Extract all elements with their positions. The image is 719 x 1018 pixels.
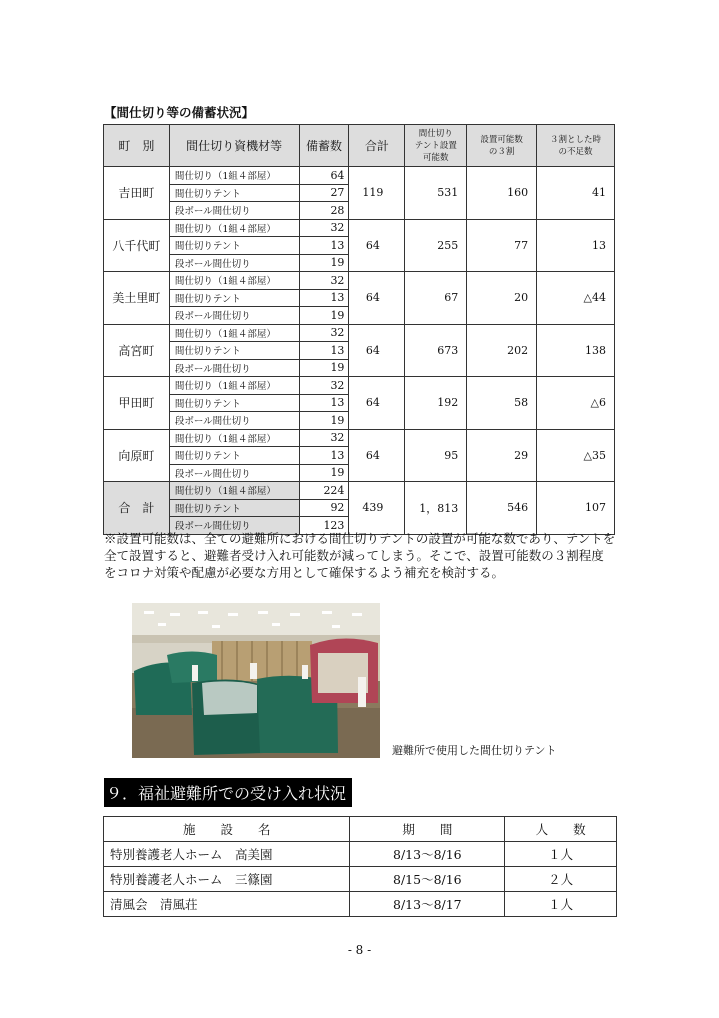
item-name: 間仕切りテント bbox=[169, 447, 299, 465]
capacity-value: 255 bbox=[405, 219, 467, 272]
item-quantity: 13 bbox=[299, 394, 349, 412]
capacity-value: 67 bbox=[405, 272, 467, 325]
shortage-value: 13 bbox=[537, 219, 615, 272]
total-value: 64 bbox=[349, 429, 405, 482]
shortage-value: 107 bbox=[537, 482, 615, 535]
total-value: 64 bbox=[349, 377, 405, 430]
item-quantity: 32 bbox=[299, 219, 349, 237]
item-quantity: 224 bbox=[299, 482, 349, 500]
table-row bbox=[104, 892, 617, 917]
town-name: 八千代町 bbox=[104, 219, 170, 272]
item-quantity: 64 bbox=[299, 167, 349, 185]
town-name: 向原町 bbox=[104, 429, 170, 482]
item-quantity: 19 bbox=[299, 412, 349, 430]
table-row bbox=[104, 324, 615, 342]
item-name: 間仕切りテント bbox=[169, 237, 299, 255]
installable-value: 202 bbox=[467, 324, 537, 377]
town-name: 吉田町 bbox=[104, 167, 170, 220]
item-name: 間仕切り（1組４部屋） bbox=[169, 272, 299, 290]
installable-value: 77 bbox=[467, 219, 537, 272]
installable-value: 29 bbox=[467, 429, 537, 482]
capacity-value: 192 bbox=[405, 377, 467, 430]
section-title-partition-stock: 【間仕切り等の備蓄状況】 bbox=[104, 105, 255, 120]
header-capacity-line: 可能数 bbox=[423, 152, 449, 163]
item-name: 段ボール間仕切り bbox=[169, 359, 299, 377]
shortage-value: △6 bbox=[537, 377, 615, 430]
town-name: 甲田町 bbox=[104, 377, 170, 430]
item-quantity: 13 bbox=[299, 447, 349, 465]
item-name: 間仕切り（1組４部屋） bbox=[169, 219, 299, 237]
header-stock: 備蓄数 bbox=[299, 125, 349, 167]
header-capacity bbox=[405, 125, 467, 167]
partition-tent-photo bbox=[132, 603, 380, 758]
item-quantity: 19 bbox=[299, 307, 349, 325]
partition-tent-photo-illustration bbox=[132, 603, 380, 758]
header-people: 人 数 bbox=[505, 817, 617, 842]
item-name: 段ボール間仕切り bbox=[169, 254, 299, 272]
installable-value: 58 bbox=[467, 377, 537, 430]
item-quantity: 28 bbox=[299, 202, 349, 220]
total-value: 64 bbox=[349, 324, 405, 377]
shortage-value: △35 bbox=[537, 429, 615, 482]
header-shortage-line: の不足数 bbox=[558, 146, 593, 157]
table-row bbox=[104, 167, 615, 185]
town-name: 美土里町 bbox=[104, 272, 170, 325]
photo-caption: 避難所で使用した間仕切りテント bbox=[392, 744, 557, 757]
table-row bbox=[104, 272, 615, 290]
item-name: 段ボール間仕切り bbox=[169, 412, 299, 430]
item-quantity: 32 bbox=[299, 272, 349, 290]
period-value: 8/13～8/17 bbox=[350, 892, 505, 917]
table-row bbox=[104, 219, 615, 237]
item-quantity: 92 bbox=[299, 499, 349, 517]
shortage-value: 138 bbox=[537, 324, 615, 377]
town-name: 高宮町 bbox=[104, 324, 170, 377]
total-value: 64 bbox=[349, 219, 405, 272]
item-name: 間仕切り（1組４部屋） bbox=[169, 324, 299, 342]
facility-name: 清風会 清風荘 bbox=[104, 892, 350, 917]
people-count: ２人 bbox=[505, 867, 617, 892]
table-row bbox=[104, 377, 615, 395]
item-name: 間仕切りテント bbox=[169, 289, 299, 307]
total-value: 439 bbox=[349, 482, 405, 535]
capacity-value: 673 bbox=[405, 324, 467, 377]
table-row bbox=[104, 429, 615, 447]
shortage-value: △44 bbox=[537, 272, 615, 325]
header-facility: 施 設 名 bbox=[104, 817, 350, 842]
people-count: １人 bbox=[505, 842, 617, 867]
shortage-value: 41 bbox=[537, 167, 615, 220]
item-name: 間仕切り（1組４部屋） bbox=[169, 377, 299, 395]
facility-name: 特別養護老人ホーム 三篠園 bbox=[104, 867, 350, 892]
facility-name: 特別養護老人ホーム 高美園 bbox=[104, 842, 350, 867]
item-name: 段ボール間仕切り bbox=[169, 307, 299, 325]
town-name: 合 計 bbox=[104, 482, 170, 535]
installable-value: 546 bbox=[467, 482, 537, 535]
table-header-row bbox=[104, 817, 617, 842]
item-quantity: 32 bbox=[299, 324, 349, 342]
period-value: 8/15～8/16 bbox=[350, 867, 505, 892]
table-row bbox=[104, 867, 617, 892]
capacity-value: 531 bbox=[405, 167, 467, 220]
header-item: 間仕切り資機材等 bbox=[169, 125, 299, 167]
header-capacity-line: テント設置 bbox=[414, 140, 457, 151]
header-shortage bbox=[537, 125, 615, 167]
item-name: 間仕切りテント bbox=[169, 342, 299, 360]
item-quantity: 13 bbox=[299, 237, 349, 255]
period-value: 8/13～8/16 bbox=[350, 842, 505, 867]
section-title-welfare-shelter: ９．福祉避難所での受け入れ状況 bbox=[104, 778, 352, 807]
header-town: 町 別 bbox=[104, 125, 170, 167]
installable-value: 20 bbox=[467, 272, 537, 325]
capacity-value: 95 bbox=[405, 429, 467, 482]
item-quantity: 13 bbox=[299, 289, 349, 307]
header-installable-line: の３割 bbox=[488, 146, 515, 157]
header-period: 期 間 bbox=[350, 817, 505, 842]
item-name: 段ボール間仕切り bbox=[169, 464, 299, 482]
header-installable-line: 設置可能数 bbox=[480, 134, 523, 145]
partition-stock-table bbox=[103, 124, 615, 535]
item-name: 間仕切り（1組４部屋） bbox=[169, 482, 299, 500]
capacity-value: 1，813 bbox=[405, 482, 467, 535]
table-row bbox=[104, 482, 615, 500]
installable-value: 160 bbox=[467, 167, 537, 220]
header-total: 合計 bbox=[349, 125, 405, 167]
header-shortage-line: ３割とした時 bbox=[550, 134, 602, 145]
total-value: 119 bbox=[349, 167, 405, 220]
table-header-row bbox=[104, 125, 615, 167]
item-name: 間仕切り（1組４部屋） bbox=[169, 429, 299, 447]
item-name: 段ボール間仕切り bbox=[169, 202, 299, 220]
header-capacity-line: 間仕切り bbox=[418, 128, 453, 139]
item-name: 間仕切りテント bbox=[169, 499, 299, 517]
page-number: - 8 - bbox=[347, 943, 372, 957]
item-quantity: 32 bbox=[299, 377, 349, 395]
item-quantity: 32 bbox=[299, 429, 349, 447]
item-quantity: 19 bbox=[299, 464, 349, 482]
item-quantity: 123 bbox=[299, 517, 349, 535]
item-quantity: 13 bbox=[299, 342, 349, 360]
item-name: 間仕切り（1組４部屋） bbox=[169, 167, 299, 185]
note-text: ※設置可能数は、全ての避難所における間仕切りテントの設置が可能な数であり、テントを全て設置すると、避難者受け入れ可能数が減ってしまう。そこで、設置可能数の３割程度をコロナ対策や配慮が必要な方用として確保するよう補充を検討する。 bbox=[104, 531, 616, 580]
item-name: 間仕切りテント bbox=[169, 184, 299, 202]
item-quantity: 19 bbox=[299, 254, 349, 272]
header-installable bbox=[467, 125, 537, 167]
welfare-shelter-table bbox=[103, 816, 617, 917]
item-quantity: 27 bbox=[299, 184, 349, 202]
total-value: 64 bbox=[349, 272, 405, 325]
people-count: １人 bbox=[505, 892, 617, 917]
table-row bbox=[104, 842, 617, 867]
item-name: 段ボール間仕切り bbox=[169, 517, 299, 535]
item-name: 間仕切りテント bbox=[169, 394, 299, 412]
item-quantity: 19 bbox=[299, 359, 349, 377]
